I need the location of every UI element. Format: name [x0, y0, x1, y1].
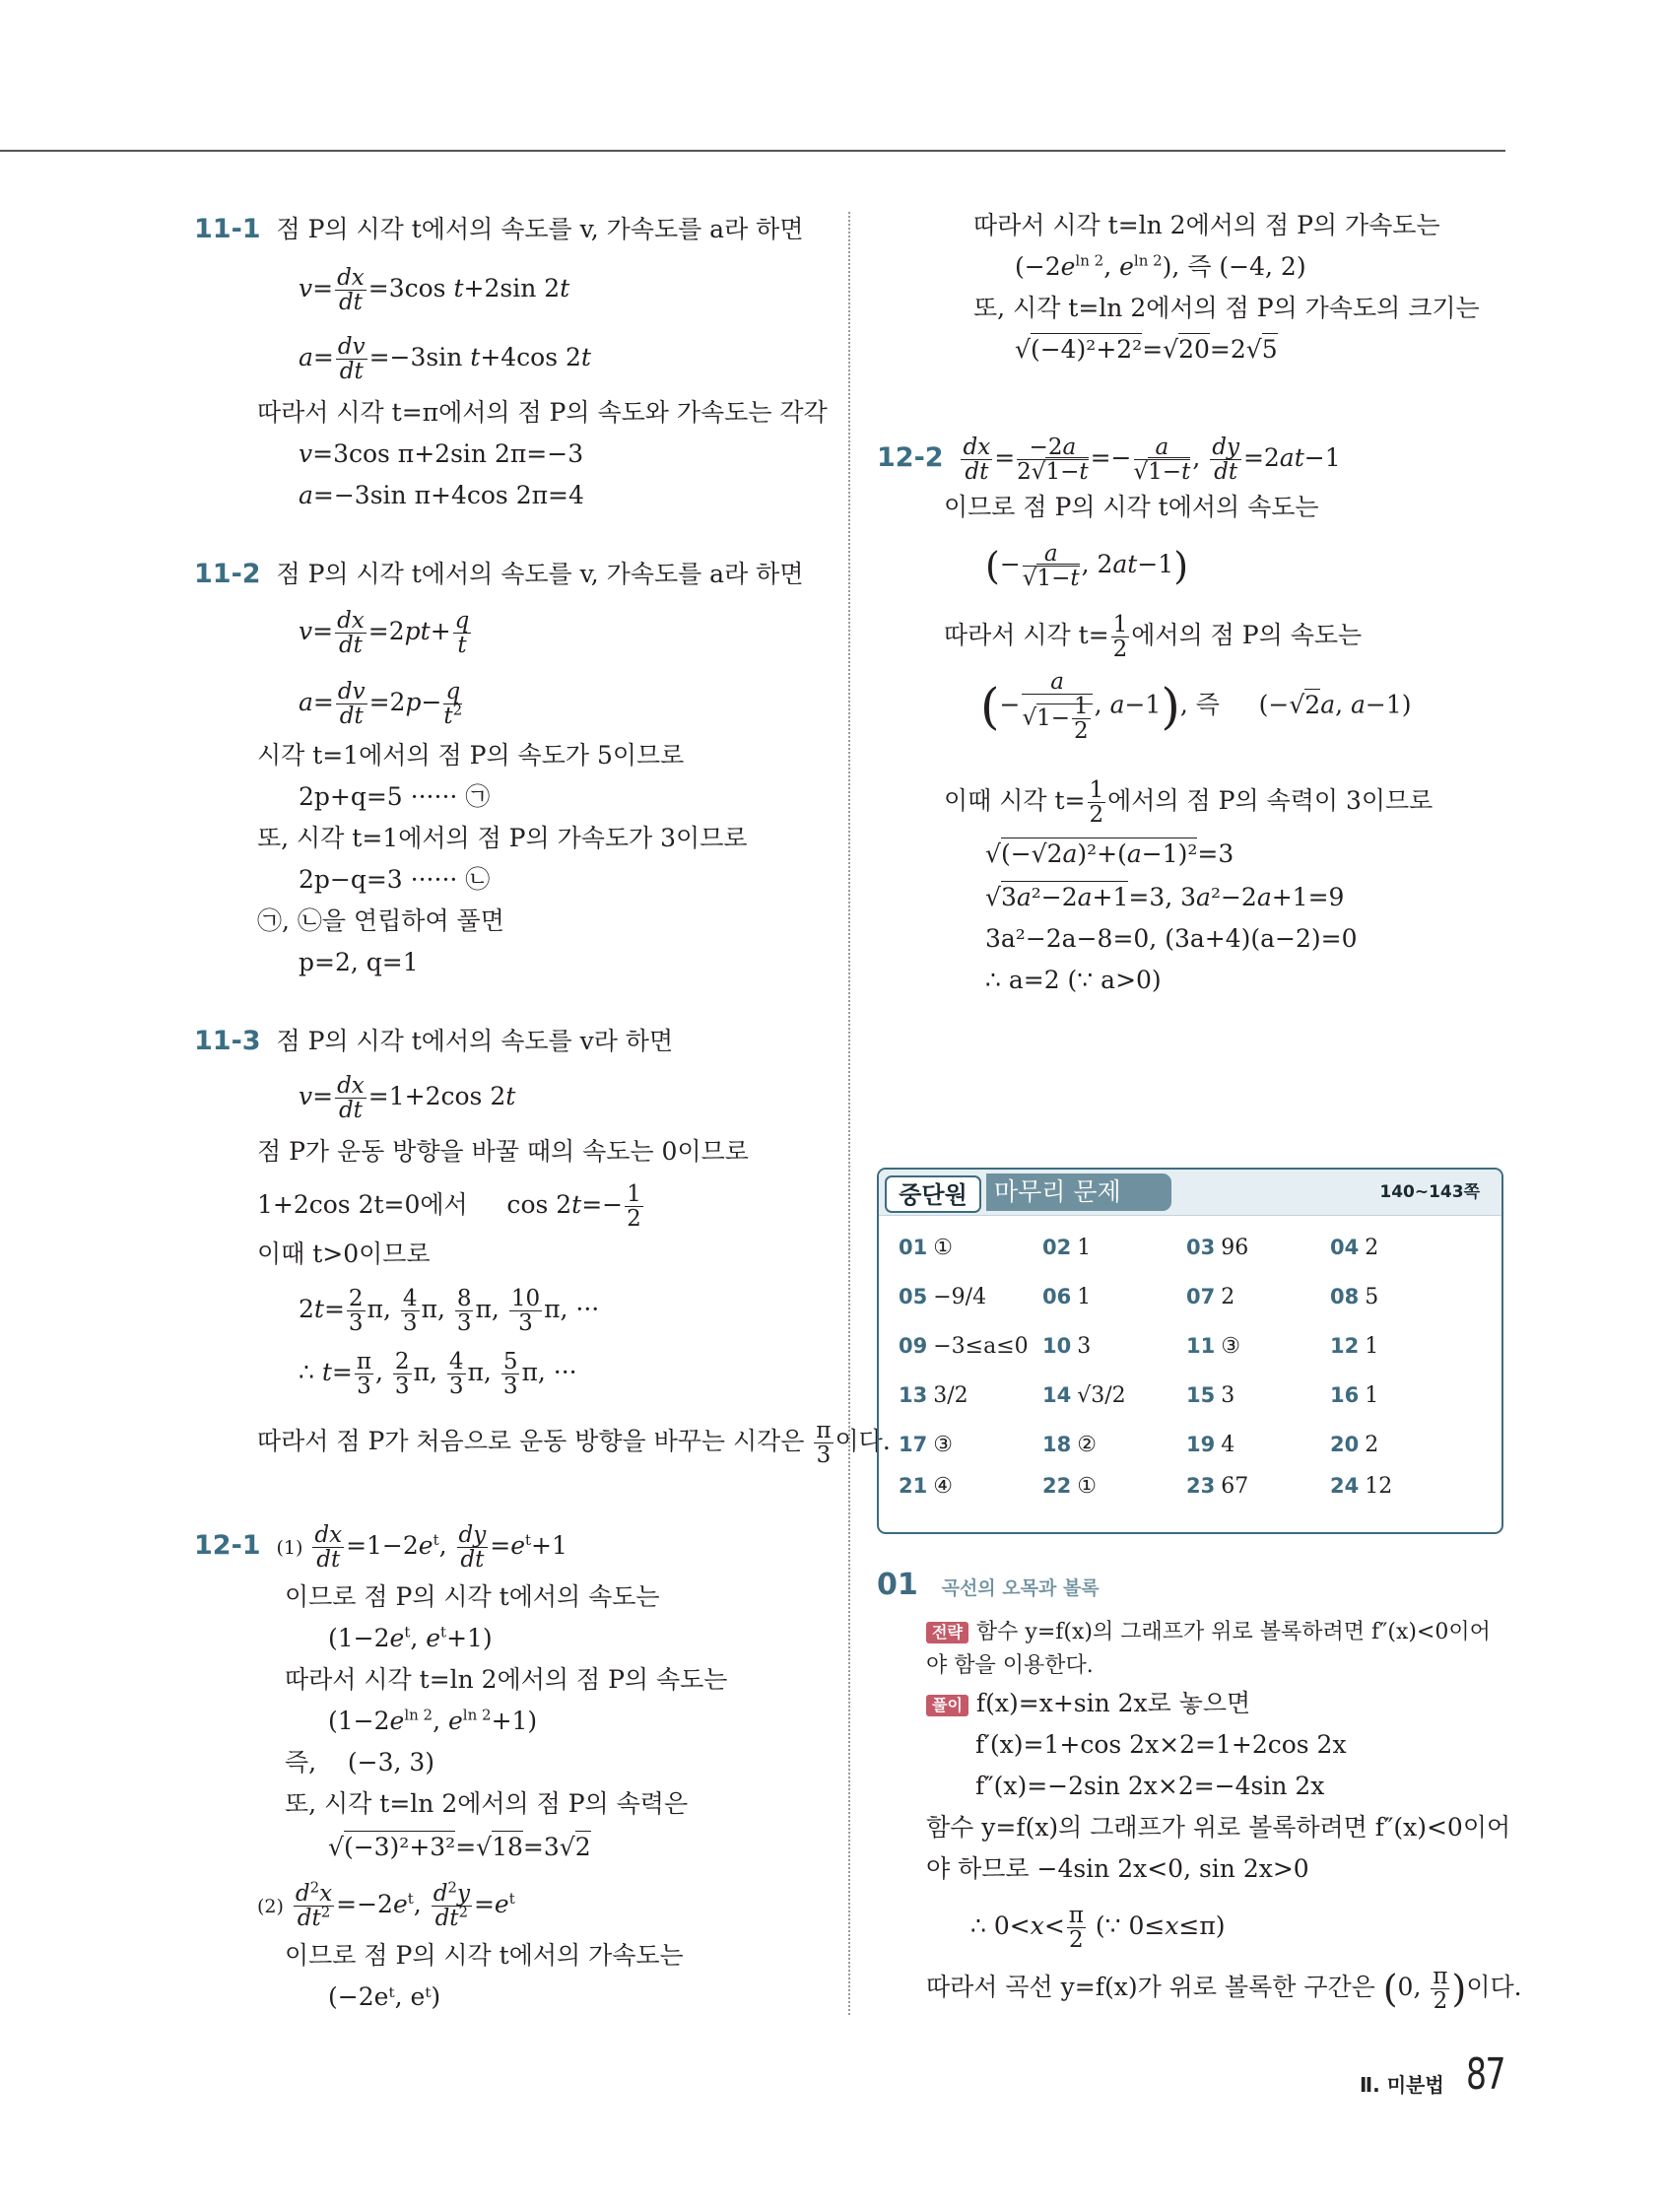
- formula-2t: 2t= $\frac{2}{3}$ π, $\frac{4}{3}$ π, $\frac{8}{3}$ π, $\frac{10}{3}$ π, ···: [299, 1286, 600, 1337]
- review-box-header: [879, 1170, 1501, 1216]
- q01-strategy: [926, 1616, 1491, 1649]
- section-12-1-heading: 12-1 (1) $\frac{dx}{dt}$ $=1-2e^t$, $\frac{dy}{dt}$ $=e^t+1$: [194, 1522, 567, 1574]
- answer-value: ①: [1077, 1474, 1097, 1499]
- answer-value: 4: [1221, 1433, 1235, 1457]
- answer-item: [1186, 1282, 1234, 1312]
- answer-number: 22: [1042, 1474, 1072, 1498]
- q01-final-text: 따라서 곡선 y=f(x)가 위로 볼록한 구간은: [926, 1973, 1375, 2002]
- formula-speed: √(−3)²+3²=√18=3√2: [328, 1833, 591, 1861]
- text-then: 이때 t>0이므로: [257, 1240, 431, 1268]
- answer-item: [899, 1233, 953, 1263]
- answer-value: 2: [1221, 1285, 1235, 1309]
- answer-item: [1042, 1471, 1097, 1502]
- text-speed-cond: 이때 시각 t= $\frac{1}{2}$ 에서의 점 P의 속력이 3이므로: [944, 777, 1434, 829]
- answer-number: 09: [899, 1334, 928, 1358]
- formula-second-derivative: (2) $\frac{d^2x}{dt^2}$ $=-2e^t$, $\frac{d^2y}{dt^2}$ $=e^t$: [257, 1878, 515, 1932]
- answer-number: 01: [899, 1236, 928, 1259]
- text-at-ln2: 따라서 시각 t=ln 2에서의 점 P의 속도는: [285, 1665, 728, 1694]
- q01-interval: ∴ 0<x< $\frac{\pi}{2}$ (∵ 0≤x≤π): [970, 1903, 1226, 1954]
- formula-quadratic: 3a²−2a−8=0, (3a+4)(a−2)=0: [985, 924, 1358, 953]
- section-title: 12-1: [194, 1530, 261, 1562]
- answer-number: 14: [1042, 1383, 1072, 1407]
- answer-item: [1330, 1282, 1378, 1312]
- ie-value: (−3, 3): [347, 1748, 435, 1776]
- review-tag-unit: 중단원: [885, 1175, 981, 1213]
- answer-item: [899, 1430, 953, 1460]
- q01-heading: [877, 1569, 1100, 1605]
- answer-number: 10: [1042, 1334, 1072, 1358]
- answer-value: ③: [933, 1433, 953, 1457]
- text-final: 따라서 점 P가 처음으로 운동 방향을 바꾸는 시각은 $\frac{\pi}{3}$ 이다.: [257, 1418, 891, 1469]
- formula-velocity: v= $\frac{dx}{dt}$ =1+2cos 2t: [299, 1073, 516, 1124]
- final-tail: 이다.: [834, 1427, 891, 1456]
- answer-value: 1: [1365, 1383, 1379, 1408]
- q01-strategy-2: 야 함을 이용한다.: [926, 1653, 1094, 1678]
- formula-velocity-ln2: ($1-2e^{ln 2}$, $e^{ln 2}+1$): [328, 1706, 538, 1735]
- answer-value: 5: [1365, 1285, 1379, 1309]
- answer-number: 19: [1186, 1433, 1216, 1456]
- formula-t: ∴ t= $\frac{\pi}{3}$ , $\frac{2}{3}$ π, $\frac{4}{3}$ π, $\frac{5}{3}$ π, ···: [299, 1349, 577, 1400]
- q01-solution: [926, 1687, 1250, 1720]
- section-intro: 점 P의 시각 t에서의 속도를 v라 하면: [276, 1027, 674, 1055]
- result: p=2, q=1: [299, 948, 419, 976]
- answer-item: [1042, 1331, 1091, 1362]
- q01-number: 01: [877, 1568, 918, 1602]
- q01-condition-1: 함수 y=f(x)의 그래프가 위로 볼록하려면 f″(x)<0이어: [926, 1813, 1511, 1842]
- at-half-text: 따라서 시각 t=: [944, 621, 1109, 650]
- answer-item: [1186, 1471, 1248, 1502]
- answer-item: [899, 1380, 968, 1411]
- section-11-3-heading: [194, 1025, 673, 1058]
- answer-value: ②: [1077, 1433, 1097, 1457]
- text-accel-intro: 이므로 점 P의 시각 t에서의 가속도는: [285, 1941, 684, 1970]
- ie-label: 즉: [1195, 690, 1220, 719]
- answer-number: 18: [1042, 1433, 1072, 1456]
- answer-number: 23: [1186, 1474, 1216, 1498]
- answer-item: [1330, 1380, 1378, 1411]
- answer-number: 05: [899, 1285, 928, 1308]
- answer-number: 13: [899, 1383, 928, 1407]
- solution-label: 풀이: [926, 1695, 968, 1716]
- review-tag-title: 마무리 문제: [986, 1173, 1171, 1211]
- section-title: 12-2: [877, 442, 944, 474]
- answer-number: 15: [1186, 1383, 1216, 1407]
- answer-value: 1: [1077, 1285, 1092, 1309]
- answer-value: −9/4: [933, 1285, 987, 1309]
- formula-velocity: v= $\frac{dx}{dt}$ =3cos t+2sin 2t: [299, 265, 570, 316]
- text-cond2: 또, 시각 t=1에서의 점 P의 가속도가 3이므로: [257, 824, 748, 852]
- q01-condition-2: 야 하므로 −4sin 2x<0, sin 2x>0: [926, 1854, 1309, 1883]
- formula-v-pi: v=3cos π+2sin 2π=−3: [299, 439, 584, 468]
- speed-cond-tail: 에서의 점 P의 속력이 3이므로: [1107, 786, 1434, 816]
- text-eq: 1+2cos 2t=0에서: [257, 1190, 468, 1220]
- answer-item: [1186, 1233, 1248, 1263]
- q01-final-tail: 이다.: [1466, 1973, 1522, 2002]
- answer-item: [1042, 1282, 1091, 1312]
- formula-accel-ln2: ($-2e^{ln 2}$, $e^{ln 2}$), 즉 (−4, 2): [1015, 251, 1306, 281]
- answer-number: 08: [1330, 1285, 1360, 1308]
- section-intro: 점 P의 시각 t에서의 속도를 v, 가속도를 a라 하면: [276, 560, 804, 588]
- answer-item: [1186, 1430, 1234, 1460]
- text-speed-intro: 또, 시각 t=ln 2에서의 점 P의 속력은: [285, 1789, 689, 1818]
- section-12-2-heading: 12-2 $\frac{dx}{dt}$ = $\frac{-2a}{2√1-t}$ =− $\frac{a}{√1-t}$ , $\frac{dy}{dt}$ =2at−1: [877, 435, 1341, 486]
- formula-velocity: v= $\frac{dx}{dt}$ =2pt+ $\frac{q}{t}$: [299, 608, 470, 659]
- answer-item: [1042, 1380, 1126, 1411]
- section-title: 11-3: [194, 1026, 261, 1056]
- answer-number: 03: [1186, 1236, 1216, 1259]
- answer-value: 2: [1365, 1236, 1379, 1260]
- formula-velocity-half: (− a √1− $\frac{1}{2}$ , a−1), 즉 (−√2a, a−1): [980, 669, 1412, 745]
- column-divider: [848, 212, 850, 2015]
- answer-value: 96: [1221, 1236, 1249, 1260]
- text-then: 따라서 시각 t=π에서의 점 P의 속도와 가속도는 각각: [257, 398, 828, 427]
- answer-item: [899, 1331, 1029, 1362]
- answer-number: 24: [1330, 1474, 1360, 1498]
- text-solve: ㉠, ㉡을 연립하여 풀면: [257, 906, 504, 935]
- answer-item: [1042, 1233, 1091, 1263]
- answer-item: [899, 1282, 986, 1312]
- answer-value: 3/2: [933, 1383, 968, 1408]
- text-turn: 점 P가 운동 방향을 바꿀 때의 속도는 0이므로: [257, 1137, 749, 1166]
- answer-value: 67: [1221, 1474, 1249, 1499]
- answer-item: [1042, 1430, 1097, 1460]
- answer-number: 11: [1186, 1334, 1216, 1358]
- answer-value: ①: [933, 1236, 953, 1260]
- answer-item: [1330, 1471, 1392, 1502]
- chapter-label: Ⅱ. 미분법: [1360, 2073, 1444, 2097]
- answer-value: ③: [1221, 1334, 1240, 1359]
- speed-cond-text: 이때 시각 t=: [944, 786, 1086, 816]
- top-rule: [0, 150, 1505, 152]
- text-velocity-intro: 이므로 점 P의 시각 t에서의 속도는: [944, 493, 1319, 521]
- text-at-half: 따라서 시각 t= $\frac{1}{2}$ 에서의 점 P의 속도는: [944, 612, 1363, 663]
- answer-value: √3/2: [1077, 1383, 1126, 1408]
- answer-value: 1: [1077, 1236, 1092, 1260]
- formula-a-pi: a=−3sin π+4cos 2π=4: [299, 481, 584, 509]
- page-number: 87: [1466, 2049, 1504, 2100]
- text-ie: [285, 1746, 434, 1779]
- answer-value: ④: [933, 1474, 953, 1499]
- formula-accel: (−2eᵗ, eᵗ): [328, 1982, 441, 2011]
- text-cond1: 시각 t=1에서의 점 P의 속도가 5이므로: [257, 741, 685, 770]
- formula-velocity: ($1-2e^t$, $e^t+1$): [328, 1623, 493, 1652]
- section-11-2-heading: [194, 558, 804, 591]
- q01-second-derivative: f″(x)=−2sin 2x×2=−4sin 2x: [975, 1772, 1325, 1800]
- answer-number: 21: [899, 1474, 928, 1498]
- answer-number: 07: [1186, 1285, 1216, 1308]
- answer-value: 3: [1221, 1383, 1235, 1408]
- formula-accel-magnitude: √(−4)²+2²=√20=2√5: [1015, 335, 1278, 364]
- section-title: 11-1: [194, 214, 261, 244]
- strategy-line-1: 함수 y=f(x)의 그래프가 위로 볼록하려면 f″(x)<0이어: [975, 1620, 1491, 1644]
- answer-item: [899, 1471, 953, 1502]
- solution-set: f(x)=x+sin 2x로 놓으면: [975, 1689, 1251, 1717]
- final-text: 따라서 점 P가 처음으로 운동 방향을 바꾸는 시각은: [257, 1427, 805, 1456]
- formula-velocity: (− $\frac{a}{√1-t}$ , 2at−1): [985, 541, 1189, 592]
- equation-1: 2p+q=5 ······ ㉠: [299, 782, 491, 811]
- answer-item: [1330, 1331, 1378, 1362]
- section-intro: 점 P의 시각 t에서의 속도를 v, 가속도를 a라 하면: [276, 215, 804, 243]
- answer-number: 16: [1330, 1383, 1360, 1407]
- section-11-1-heading: [194, 213, 804, 246]
- text-accel-ln2: 따라서 시각 t=ln 2에서의 점 P의 가속도는: [973, 211, 1440, 239]
- strategy-label: 전략: [926, 1622, 968, 1643]
- formula-speed: √(−√2a)²+(a−1)²=3: [985, 839, 1234, 868]
- answer-item: [1330, 1430, 1378, 1460]
- formula-square: √3a²−2a+1=3, 3a²−2a+1=9: [985, 883, 1345, 911]
- answer-number: 20: [1330, 1433, 1360, 1456]
- q01-title: 곡선의 오목과 볼록: [941, 1577, 1100, 1599]
- equation-2: 2p−q=3 ······ ㉡: [299, 865, 491, 894]
- q01-final: 따라서 곡선 y=f(x)가 위로 볼록한 구간은 (0, $\frac{\pi}{2}$ )이다.: [926, 1964, 1522, 2015]
- section-title: 11-2: [194, 559, 261, 589]
- answer-number: 02: [1042, 1236, 1072, 1259]
- answer-value: 2: [1365, 1433, 1379, 1457]
- answer-number: 06: [1042, 1285, 1072, 1308]
- answer-item: [1186, 1380, 1234, 1411]
- answer-number: 04: [1330, 1236, 1360, 1259]
- formula-zero: 1+2cos 2t=0에서 cos 2t=− $\frac{1}{2}$: [257, 1181, 641, 1233]
- review-pages: 140~143쪽: [1379, 1182, 1480, 1202]
- answer-value: 3: [1077, 1334, 1092, 1359]
- answer-value: 1: [1365, 1334, 1379, 1359]
- formula-result: ∴ a=2 (∵ a>0): [985, 966, 1162, 994]
- review-answers-box: [877, 1168, 1503, 1534]
- formula-acceleration: a= $\frac{dv}{dt}$ =−3sin t+4cos 2t: [299, 334, 591, 385]
- at-half-tail: 에서의 점 P의 속도는: [1131, 621, 1363, 650]
- answer-item: [1186, 1331, 1240, 1362]
- answer-value: 12: [1365, 1474, 1393, 1499]
- ie-accel: 즉 (−4, 2): [1187, 252, 1306, 281]
- ie-label: 즉,: [285, 1748, 317, 1776]
- answer-number: 12: [1330, 1334, 1360, 1358]
- answer-number: 17: [899, 1433, 928, 1456]
- answer-value: −3≤a≤0: [933, 1334, 1029, 1359]
- text-velocity-intro: 이므로 점 P의 시각 t에서의 속도는: [285, 1582, 660, 1611]
- text-accel-magnitude: 또, 시각 t=ln 2에서의 점 P의 가속도의 크기는: [973, 294, 1480, 322]
- formula-acceleration: a= $\frac{dv}{dt}$ =2p− $\frac{q}{t^2}$: [299, 679, 463, 730]
- q01-first-derivative: f′(x)=1+cos 2x×2=1+2cos 2x: [975, 1730, 1347, 1759]
- answer-item: [1330, 1233, 1378, 1263]
